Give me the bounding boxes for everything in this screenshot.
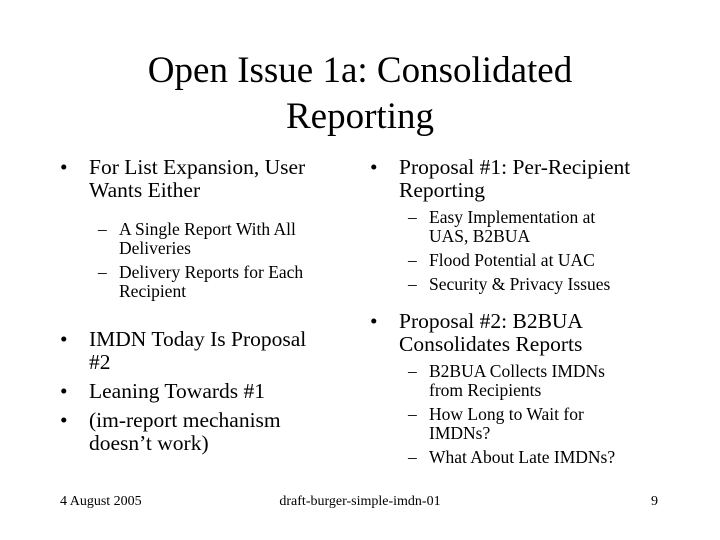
slide-title	[60, 48, 660, 140]
sub-bullet-delivery-reports: – Delivery Reports for Each Recipient	[98, 262, 304, 301]
bullet-icon: •	[60, 408, 68, 432]
right-column	[370, 156, 670, 467]
bullet-icon: •	[370, 155, 378, 179]
dash-icon: –	[408, 274, 417, 294]
footer-page-number: 9	[651, 494, 658, 509]
bullet-icon: •	[60, 327, 68, 351]
dash-icon: –	[408, 250, 417, 270]
bullet-icon: •	[60, 379, 68, 403]
bullet-im-report: • (im-report mechanism doesn’t work)	[60, 408, 281, 455]
dash-icon: –	[408, 404, 417, 424]
dash-icon: –	[98, 262, 107, 282]
sub-bullet-late-imdns: – What About Late IMDNs?	[408, 447, 616, 467]
left-column	[60, 156, 350, 455]
sub-bullet-single-report: – A Single Report With All Deliveries	[98, 219, 296, 258]
title-line-1: Open Issue 1a: Consolidated	[147, 50, 573, 91]
bullet-leaning: • Leaning Towards #1	[60, 379, 266, 403]
sub-bullet-b2bua-collects: – B2BUA Collects IMDNs from Recipients	[408, 361, 605, 400]
bullet-icon: •	[60, 155, 68, 179]
footer-document-name: draft-burger-simple-imdn-01	[279, 494, 441, 509]
dash-icon: –	[408, 361, 417, 381]
dash-icon: –	[408, 207, 417, 227]
dash-icon: –	[98, 219, 107, 239]
bullet-imdn-today: • IMDN Today Is Proposal #2	[60, 327, 307, 374]
title-line-2: Reporting	[286, 96, 434, 137]
sub-bullet-security-privacy: – Security & Privacy Issues	[408, 274, 611, 294]
footer-date: 4 August 2005	[60, 494, 142, 509]
dash-icon: –	[408, 447, 417, 467]
bullet-list-expansion: • For List Expansion, User Wants Either	[60, 155, 306, 202]
bullet-proposal-2: • Proposal #2: B2BUA Consolidates Reports	[370, 309, 583, 356]
bullet-proposal-1: • Proposal #1: Per-Recipient Reporting	[370, 155, 631, 202]
sub-bullet-how-long: – How Long to Wait for IMDNs?	[408, 404, 584, 443]
bullet-icon: •	[370, 309, 378, 333]
sub-bullet-flood-potential: – Flood Potential at UAC	[408, 250, 595, 270]
sub-bullet-easy-implementation: – Easy Implementation at UAS, B2BUA	[408, 207, 596, 246]
